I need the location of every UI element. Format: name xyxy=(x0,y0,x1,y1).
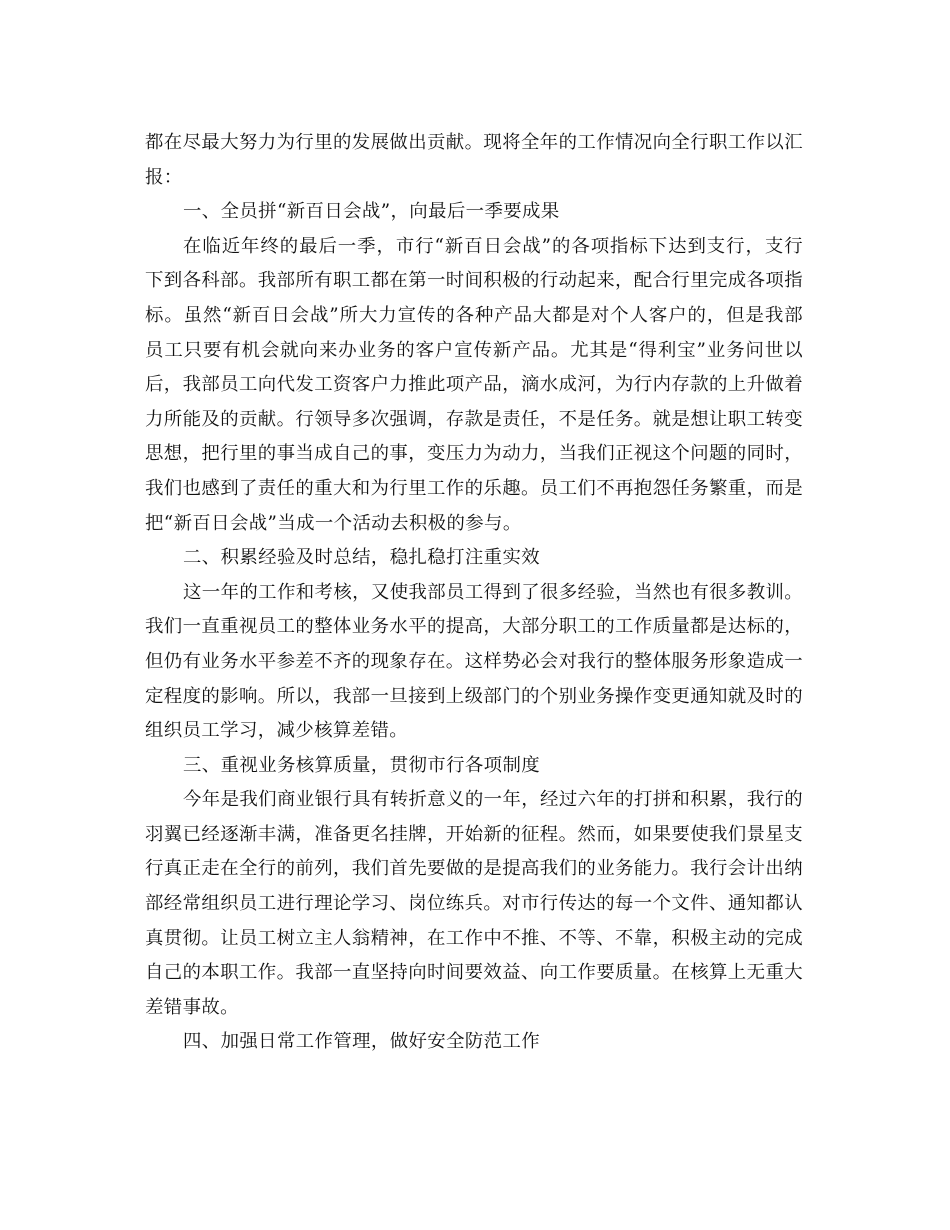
document-body xyxy=(145,126,803,1060)
document-line: 差错事故。 xyxy=(145,996,239,1018)
document-line: 自己的本职工作。我部一直坚持向时间要效益、向工作要质量。在核算上无重大 xyxy=(145,962,803,984)
document-line: 我们也感到了责任的重大和为行里工作的乐趣。员工们不再抱怨任务繁重，而是 xyxy=(145,477,803,499)
document-line: 三、重视业务核算质量，贯彻市行各项制度 xyxy=(183,754,541,776)
document-line: 下到各科部。我部所有职工都在第一时间积极的行动起来，配合行里完成各项指 xyxy=(145,270,803,292)
document-line: 都在尽最大努力为行里的发展做出贡献。现将全年的工作情况向全行职工作以汇 xyxy=(145,132,803,153)
document-line: 定程度的影响。所以，我部一旦接到上级部门的个别业务操作变更通知就及时的 xyxy=(145,685,803,707)
document-line: 后，我部员工向代发工资客户力推此项产品，滴水成河，为行内存款的上升做着 xyxy=(145,374,803,396)
document-line: 标。虽然“新百日会战”所大力宣传的各种产品大都是对个人客户的，但是我部 xyxy=(145,304,803,326)
document-line: 行真正走在全行的前列，我们首先要做的是提高我们的业务能力。我行会计出纳 xyxy=(145,858,803,880)
document-line: 二、积累经验及时总结，稳扎稳打注重实效 xyxy=(183,547,541,569)
document-line: 这一年的工作和考核，又使我部员工得到了很多经验，当然也有很多教训。 xyxy=(183,581,804,603)
document-line: 我们一直重视员工的整体业务水平的提高，大部分职工的工作质量都是达标的， xyxy=(145,616,803,638)
document-line: 力所能及的贡献。行领导多次强调，存款是责任，不是任务。就是想让职工转变 xyxy=(145,408,803,430)
document-line: 员工只要有机会就向来办业务的客户宣传新产品。尤其是“得利宝”业务问世以 xyxy=(145,339,803,361)
document-line: 部经常组织员工进行理论学习、岗位练兵。对市行传达的每一个文件、通知都认 xyxy=(145,893,803,915)
document-line: 组织员工学习，减少核算差错。 xyxy=(145,720,409,742)
document-line: 报： xyxy=(145,166,183,188)
document-line: 把“新百日会战”当成一个活动去积极的参与。 xyxy=(145,512,522,534)
document-line: 一、全员拼“新百日会战”，向最后一季要成果 xyxy=(183,201,560,223)
document-line: 思想，把行里的事当成自己的事，变压力为动力，当我们正视这个问题的同时， xyxy=(145,443,803,465)
document-line: 真贯彻。让员工树立主人翁精神，在工作中不推、不等、不靠，积极主动的完成 xyxy=(145,927,803,949)
document-line: 今年是我们商业银行具有转折意义的一年，经过六年的打拼和积累，我行的 xyxy=(183,789,804,811)
document-line: 但仍有业务水平参差不齐的现象存在。这样势必会对我行的整体服务形象造成一 xyxy=(145,650,803,672)
document-line: 在临近年终的最后一季，市行“新百日会战”的各项指标下达到支行，支行 xyxy=(183,235,803,257)
document-line: 羽翼已经逐渐丰满，准备更名挂牌，开始新的征程。然而，如果要使我们景星支 xyxy=(145,823,803,845)
document-line: 四、加强日常工作管理，做好安全防范工作 xyxy=(183,1031,541,1053)
